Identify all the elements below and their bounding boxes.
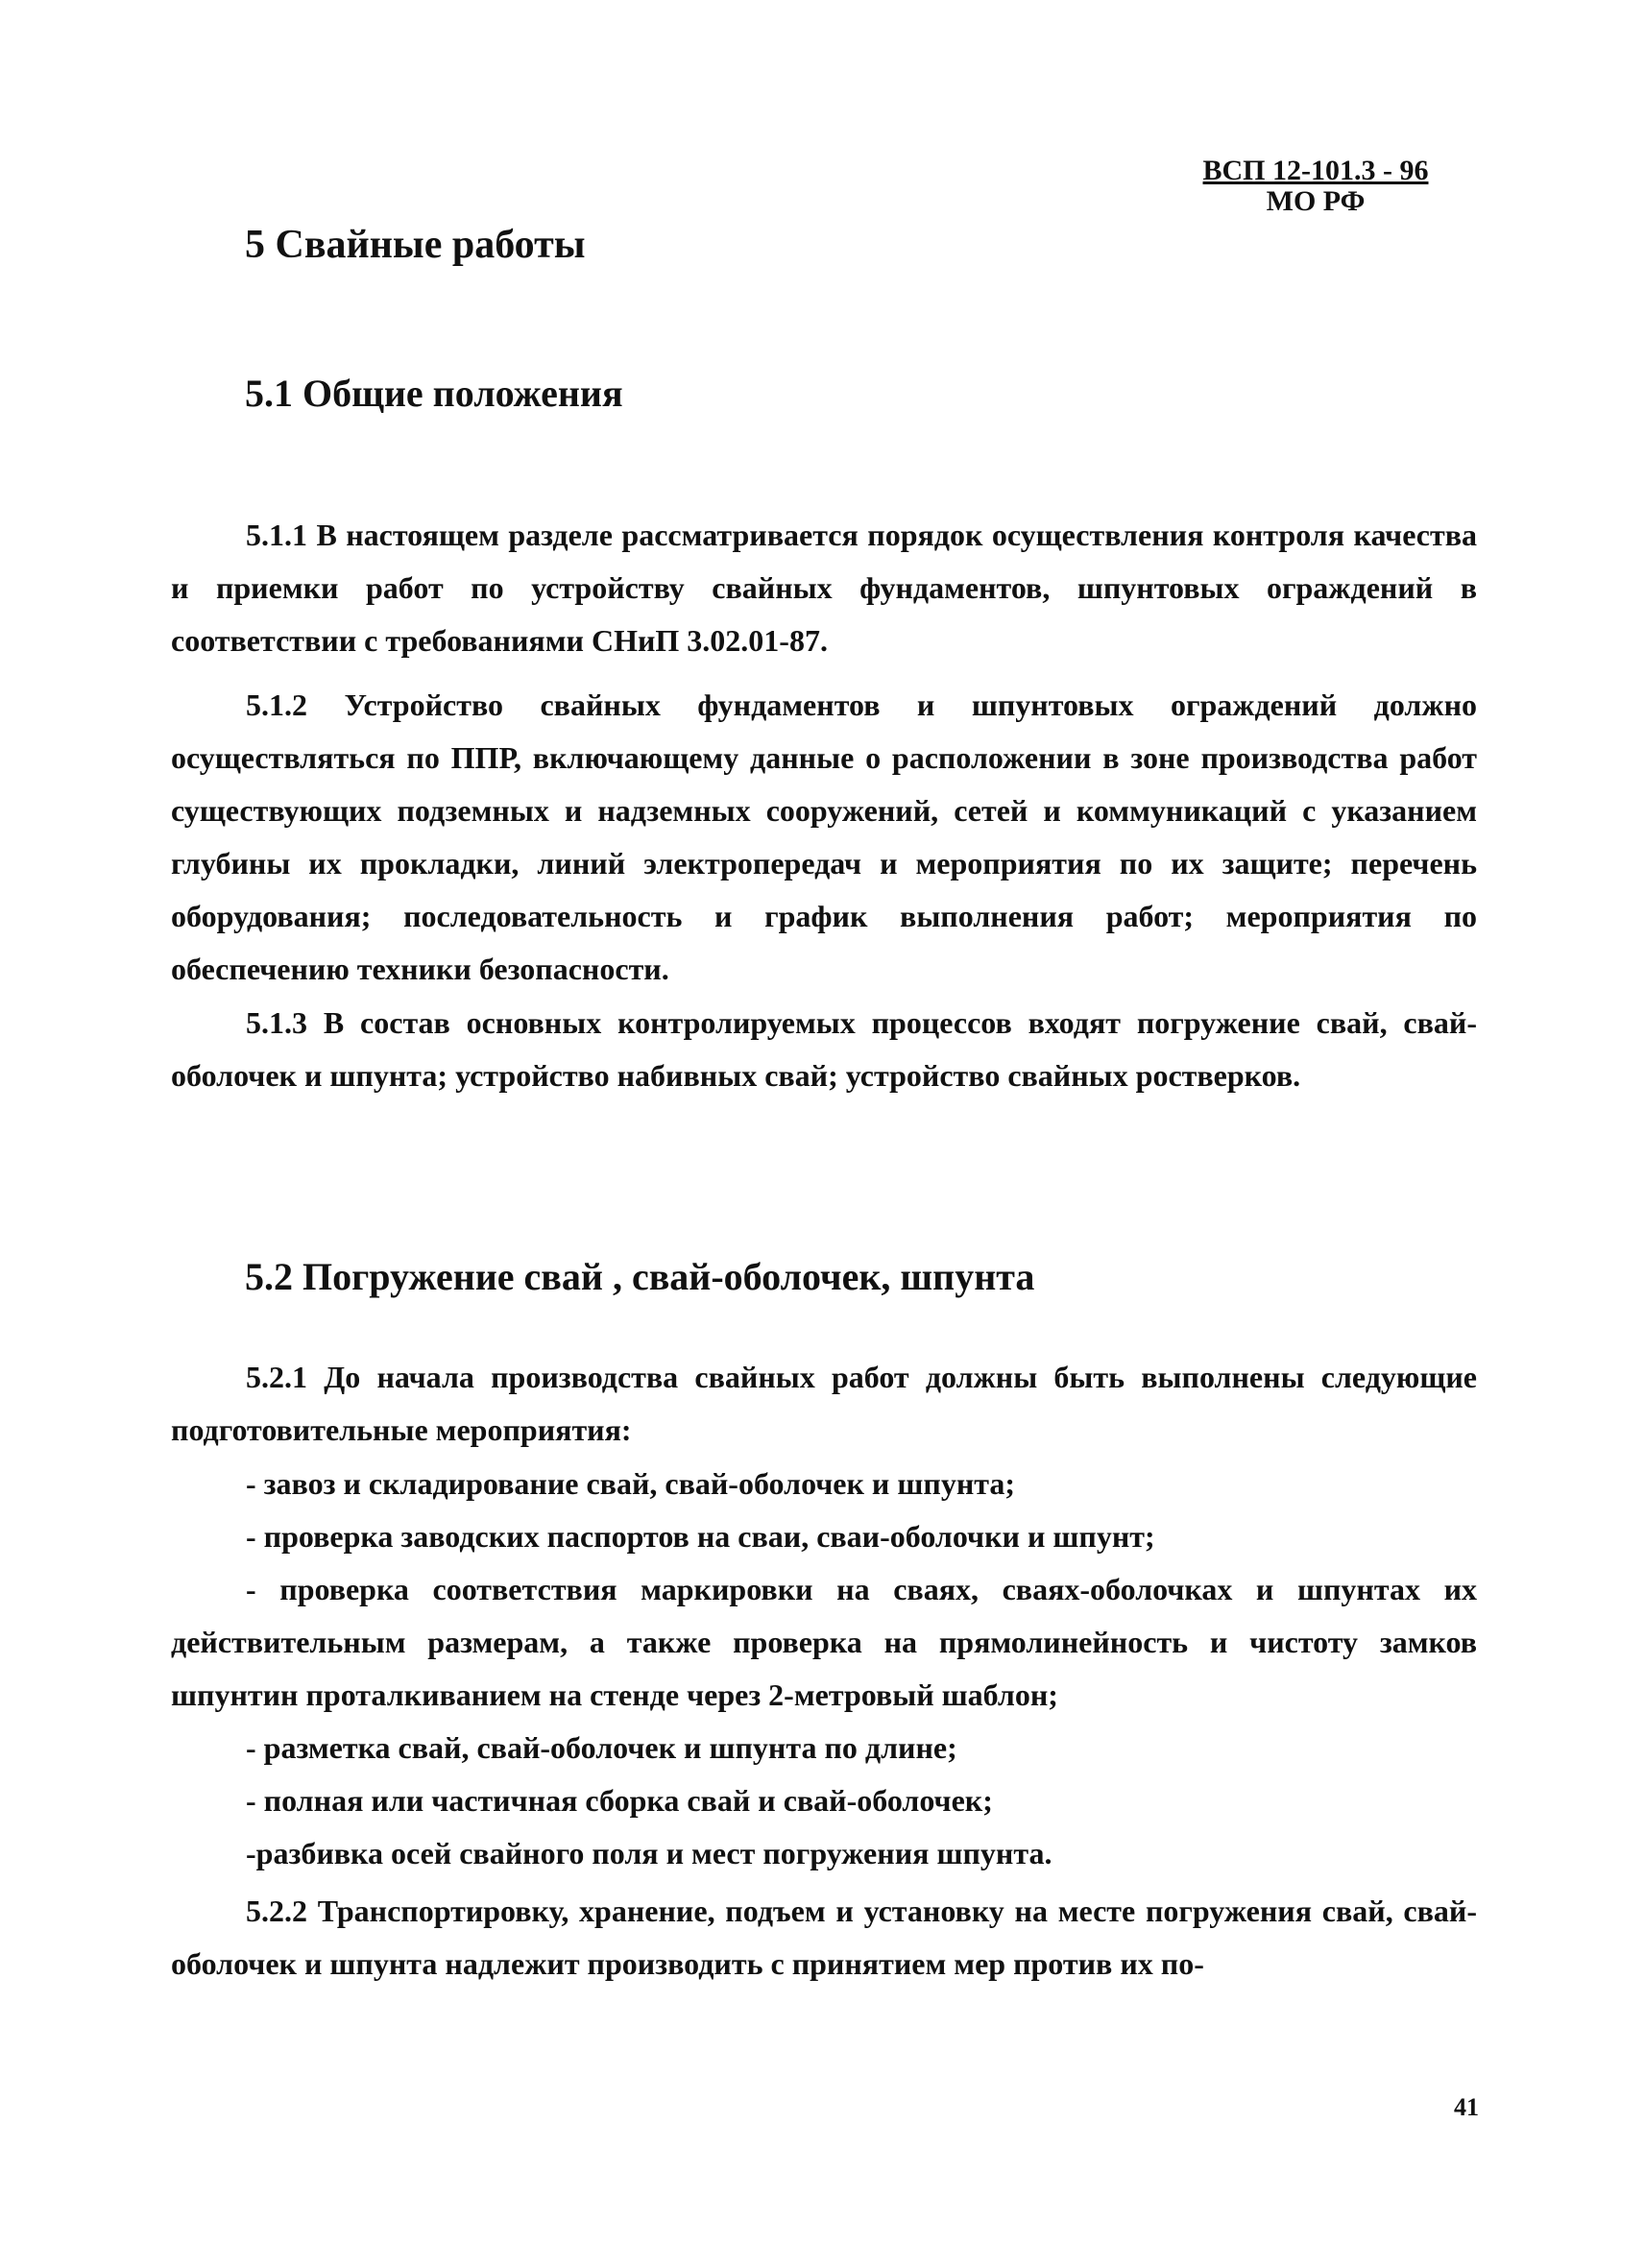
page-number: 41 bbox=[1454, 2093, 1479, 2121]
paragraph-5-1-2: 5.1.2 Устройство свайных фундаментов и шпунтовых ограждений должно осуществляться по ППР, включающему данные о расположении в зоне производства работ существующих подземных и надземных сооружений, сетей и коммуникаций с указанием глубины их прокладки, линий электропередач и мероприятия по их защите; перечень оборудования; последовательность и график выполнения работ; мероприятия по обеспечению техники безопасности. bbox=[171, 688, 1477, 986]
list-item: -разбивка осей свайного поля и мест погружения шпунта. bbox=[246, 1836, 1052, 1870]
subsection-title-5-1: 5.1 Общие положения bbox=[245, 372, 623, 415]
paragraph-5-1-3: 5.1.3 В состав основных контролируемых процессов входят погружение свай, свай-оболочек и шпунта; устройство набивных свай; устройство свайных ростверков. bbox=[171, 1005, 1477, 1093]
paragraph-5-1-1: 5.1.1 В настоящем разделе рассматривается порядок осуществления контроля качества и приемки работ по устройству свайных фундаментов, шпунтовых ограждений в соответствии с требованиями СНиП 3.02.01-87. bbox=[171, 518, 1477, 658]
list-item: - полная или частичная сборка свай и свай-оболочек; bbox=[246, 1783, 993, 1818]
paragraph-5-2-2: 5.2.2 Транспортировку, хранение, подъем и установку на месте погружения свай, свай-оболочек и шпунта надлежит производить с принятием мер против их по- bbox=[171, 1894, 1477, 1981]
list-item: - проверка заводских паспортов на сваи, сваи-оболочки и шпунт; bbox=[246, 1519, 1155, 1554]
document-code bbox=[1152, 156, 1479, 217]
section-title: 5 Свайные работы bbox=[245, 223, 586, 267]
list-item: - завоз и складирование свай, свай-оболочек и шпунта; bbox=[246, 1466, 1016, 1501]
list-item: - проверка соответствия маркировки на сваях, сваях-оболочках и шпунтах их действительным размерам, а также проверка на прямолинейность и чистоту замков шпунтин проталкиванием на стенде через 2-метровый шаблон; bbox=[171, 1572, 1477, 1712]
paragraph-5-2-1: 5.2.1 До начала производства свайных работ должны быть выполнены следующие подготовительные мероприятия: bbox=[171, 1360, 1477, 1447]
subsection-title-5-2: 5.2 Погружение свай , свай-оболочек, шпунта bbox=[245, 1255, 1035, 1298]
list-item: - разметка свай, свай-оболочек и шпунта по длине; bbox=[246, 1730, 957, 1765]
doc-code-line: ВСП 12-101.3 - 96 bbox=[1202, 155, 1429, 186]
doc-org-line: МО РФ bbox=[1266, 185, 1366, 217]
